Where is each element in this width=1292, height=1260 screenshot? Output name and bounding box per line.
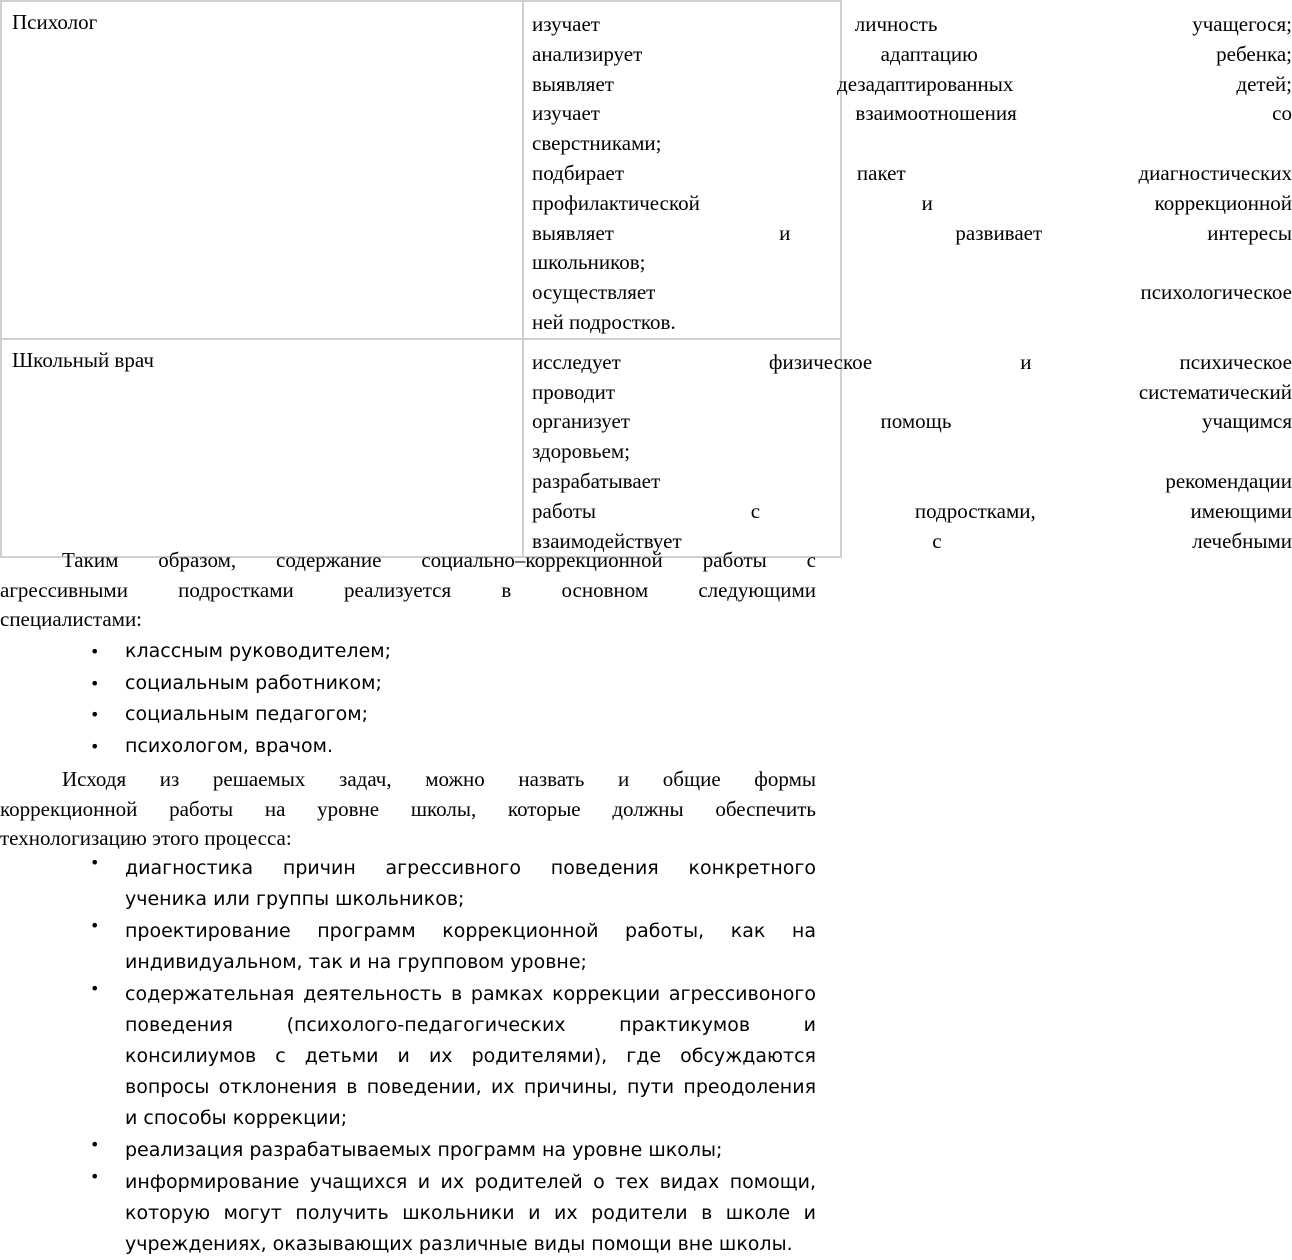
bullet-icon: •	[90, 736, 100, 756]
list-item-line: ученика или группы школьников;	[125, 888, 465, 910]
table-row	[1, 339, 841, 558]
paragraph-line: специалистами:	[0, 607, 143, 632]
list-item	[0, 979, 816, 1134]
duty-line: выявляет дезадаптированных детей;	[532, 71, 1292, 96]
list-item	[0, 699, 816, 731]
paragraph-line: коррекционной работы на уровне школы, которые должны обеспечить	[0, 796, 816, 821]
list-item	[0, 731, 816, 763]
bullet-icon: •	[90, 916, 100, 935]
duty-line: организует помощь учащимся	[532, 409, 1292, 434]
list-item	[0, 668, 816, 700]
duty-line: взаимодействует с лечебными	[532, 528, 1292, 553]
list-item-line: реализация разрабатываемых программ на уровне школы;	[125, 1139, 723, 1161]
list-item	[0, 853, 816, 915]
list-item-text: социальным педагогом;	[125, 703, 368, 725]
list-item-line: проектирование программ коррекционной работы, как на	[125, 920, 816, 942]
duty-line: ней подростков.	[532, 309, 676, 334]
list-item-line: которую могут получить школьники и их родители в школе и	[125, 1202, 816, 1224]
duty-line: выявляет и развивает интересы	[532, 220, 1292, 245]
duties-cell	[523, 1, 1292, 339]
role-cell	[1, 1, 523, 339]
duty-line: осуществляет психологическое	[532, 280, 1292, 305]
paragraph-line: Таким образом, содержание социально–коррекционной работы с	[62, 548, 816, 572]
list-item-line: и способы коррекции;	[125, 1107, 348, 1129]
list-item-line: вопросы отклонения в поведении, их причины, пути преодоления	[125, 1076, 816, 1098]
bullet-icon: •	[90, 1167, 100, 1186]
duty-line: работы с подростками, имеющими	[532, 498, 1292, 523]
bullet-icon: •	[90, 705, 100, 724]
role-cell	[1, 339, 523, 558]
specialists-table	[0, 0, 1292, 558]
duty-line: изучает личность учащегося;	[532, 12, 1292, 36]
list-item-line: содержательная деятельность в рамках коррекции агрессивоного	[125, 983, 816, 1005]
specialists-list	[0, 636, 816, 762]
list-item-line: диагностика причин агрессивного поведения конкретного	[125, 857, 816, 879]
duty-line: профилактической и коррекционной	[532, 190, 1292, 215]
list-item-text: социальным работником;	[125, 671, 382, 694]
bullet-icon: •	[90, 979, 100, 998]
duty-line: анализирует адаптацию ребенка;	[532, 41, 1292, 66]
paragraph-line: Исходя из решаемых задач, можно назвать и общие формы	[62, 767, 816, 791]
duty-line: школьников;	[532, 250, 646, 275]
list-item	[0, 916, 816, 978]
bullet-icon: •	[90, 673, 100, 693]
role-name: Школьный врач	[12, 347, 154, 372]
list-item-line: учреждениях, оказывающих различные виды помощи вне школы.	[125, 1233, 793, 1255]
duty-line: разрабатывает рекомендации	[532, 468, 1292, 493]
list-item	[0, 636, 816, 668]
role-name: Психолог	[12, 10, 98, 34]
table-row	[1, 1, 841, 339]
duties-text	[524, 340, 1292, 557]
duty-line: сверстниками;	[532, 131, 662, 156]
paragraph-line: агрессивными подростками реализуется в основном следующими	[0, 577, 816, 602]
paragraph-line: технологизацию этого процесса:	[0, 826, 292, 851]
list-item-text: психологом, врачом.	[125, 734, 333, 757]
duties-cell	[523, 339, 1292, 558]
list-item-line: консилиумов с детьми и их родителями), где обсуждаются	[125, 1045, 816, 1067]
duty-line: здоровьем;	[532, 439, 631, 464]
list-item-line: индивидуальном, так и на групповом уровне;	[125, 951, 587, 973]
duty-line: проводит систематический	[532, 379, 1292, 404]
list-item-text: классным руководителем;	[125, 640, 391, 662]
list-item-line: поведения (психолого-педагогических практикумов и	[125, 1014, 816, 1036]
summary-paragraph	[0, 546, 816, 635]
forms-paragraph	[0, 765, 816, 854]
duty-line: исследует физическое и психическое	[532, 349, 1292, 374]
duties-text	[524, 2, 1292, 338]
bullet-icon: •	[90, 853, 100, 872]
forms-list	[0, 853, 816, 1260]
duty-line: изучает взаимоотношения со	[532, 101, 1292, 126]
list-item-line: информирование учащихся и их родителей о тех видах помощи,	[125, 1171, 816, 1193]
list-item	[0, 1167, 816, 1260]
duty-line: подбирает пакет диагностических	[532, 160, 1292, 185]
bullet-icon: •	[90, 642, 100, 661]
list-item	[0, 1135, 816, 1166]
bullet-icon: •	[90, 1135, 100, 1154]
